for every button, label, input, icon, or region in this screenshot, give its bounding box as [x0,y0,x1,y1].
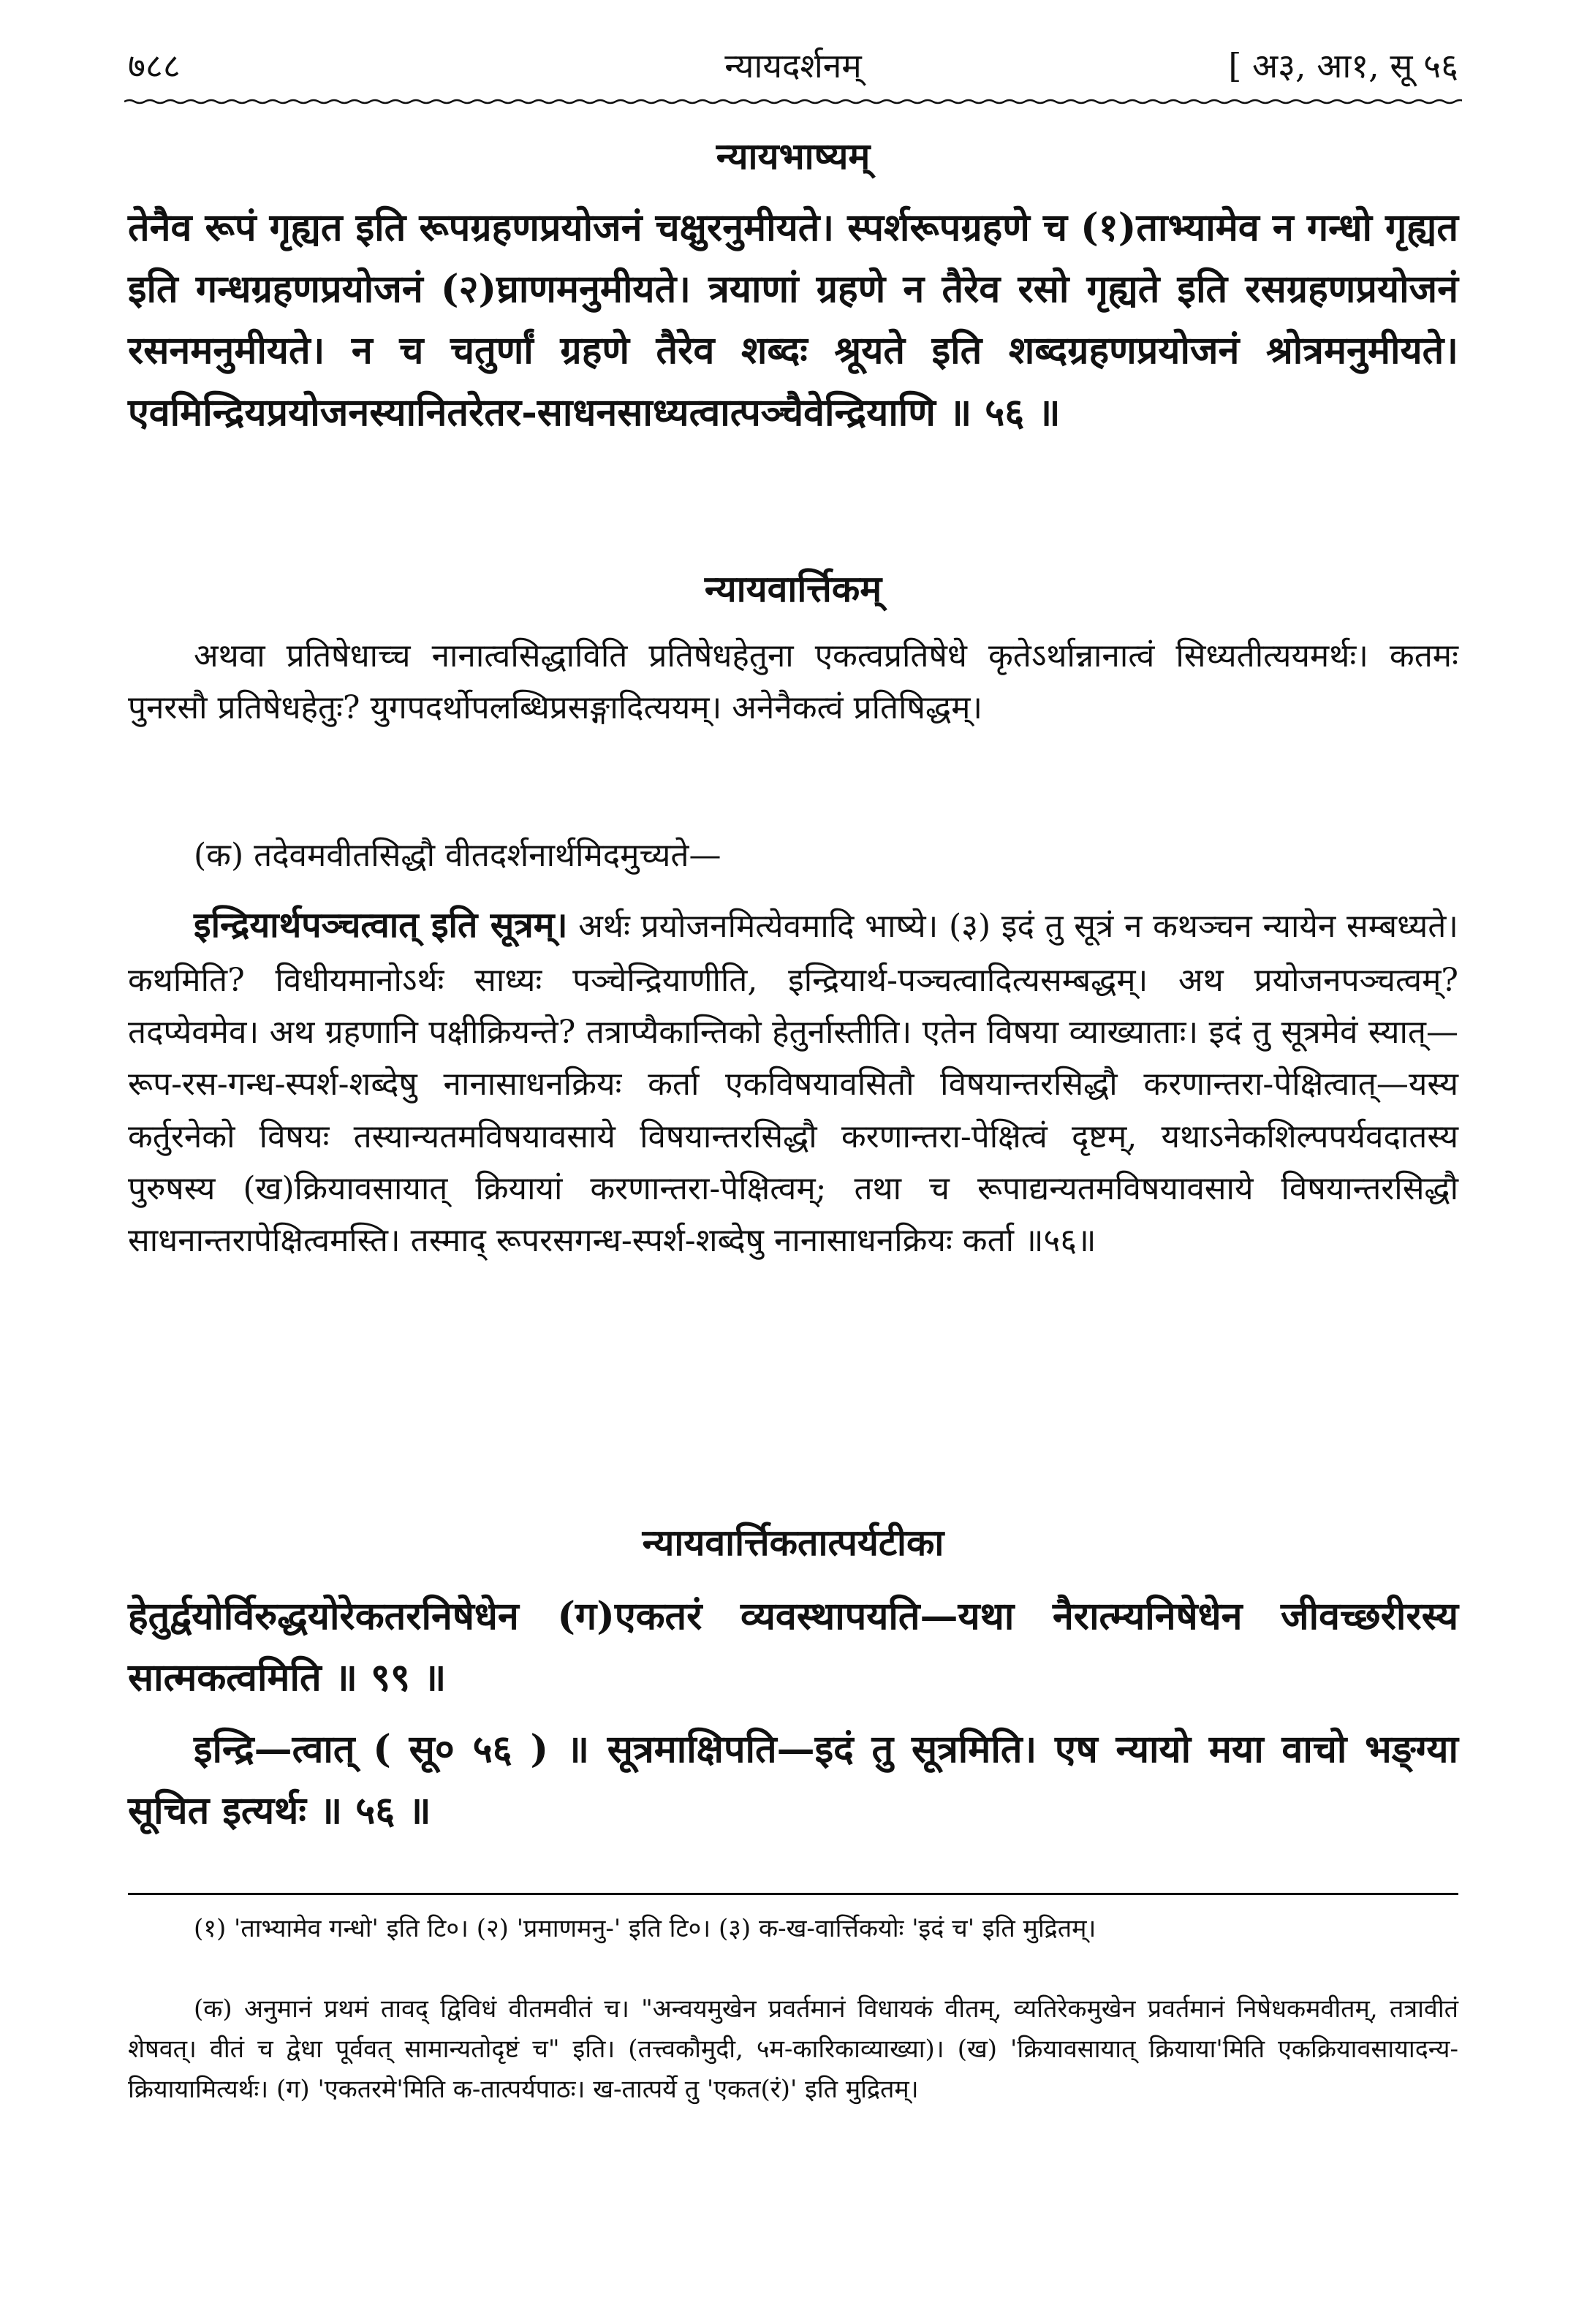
vartika-paragraph-3-body: अर्थः प्रयोजनमित्येवमादि भाष्ये। (३) इदं तु सूत्रं न कथञ्चन न्यायेन सम्बध्यते। कथमिति? विधीयमानोऽर्थः साध्यः पञ्चेन्द्रियाणीति, इन्द्रियार्थ-पञ्चत्वादित्यसम्बद्धम्। अथ प्रयोजनपञ्चत्वम्? तदप्येवमेव। अथ ग्रहणानि पक्षीक्रियन्ते? तत्राप्यैकान्तिको हेतुर्नास्तीति। एतेन विषया व्याख्याताः। इदं तु सूत्रमेवं स्यात्—रूप-रस-गन्ध-स्पर्श-शब्देषु नानासाधनक्रियः कर्ता एकविषयावसितौ विषयान्तरसिद्धौ करणान्तरा-पेक्षित्वात्—यस्य कर्तुरनेको विषयः तस्यान्यतमविषयावसाये विषयान्तरसिद्धौ करणान्तरा-पेक्षित्वं दृष्टम्, यथाऽनेकशिल्पपर्यवदातस्य पुरुषस्य (ख)क्रियावसायात् क्रियायां करणान्तरा-पेक्षित्वम्; तथा च रूपाद्यन्यतमविषयावसाये विषयान्तरसिद्धौ साधनान्तरापेक्षित्वमस्ति। तस्माद् रूपरसगन्ध-स्पर्श-शब्देषु नानासाधनक्रियः कर्ता ॥५६॥ [128,908,1458,1260]
tatparya-paragraph-1: हेतुर्द्वयोर्विरुद्धयोरेकतरनिषेधेन (ग)एकतरं व्यवस्थापयति—यथा नैरात्म्यनिषेधेन जीवच्छरीरस्य सात्मकत्वमिति ॥ ९९ ॥ [128,1594,1458,1701]
tatparya-title: न्यायवार्त्तिकतात्पर्यटीका [642,1521,944,1564]
running-title: न्यायदर्शनम् [724,46,862,86]
footnote-1: (१) 'ताभ्यामेव गन्धो' इति टि०। (२) 'प्रमाणमनु-' इति टि०। (३) क-ख-वार्त्तिकयोः 'इदं च' इति मुद्रितम्। [194,1914,1096,1943]
vartika-title: न्यायवार्त्तिकम् [704,567,882,610]
bhashya-text: तेनैव रूपं गृह्यत इति रूपग्रहणप्रयोजनं चक्षुरनुमीयते। स्पर्शरूपग्रहणे च (१)ताभ्यामेव न गन्धो गृह्यत इति गन्धग्रहणप्रयोजनं (२)घ्राणमनुमीयते। त्रयाणां ग्रहणे न तैरेव रसो गृह्यते इति रसग्रहणप्रयोजनं रसनमनुमीयते। न च चतुर्णां ग्रहणे तैरेव शब्दः श्रूयते इति शब्दग्रहणप्रयोजनं श्रोत्रमनुमीयते। एवमिन्द्रियप्रयोजनस्यानितरेतर-साधनसाध्यत्वात्पञ्चैवेन्द्रियाणि ॥ ५६ ॥ [128,205,1458,435]
footnote-2: (क) अनुमानं प्रथमं तावद् द्विविधं वीतमवीतं च। "अन्वयमुखेन प्रवर्तमानं विधायकं वीतम्, व्यतिरेकमुखेन प्रवर्तमानं निषेधकमवीतम्, तत्रावीतं शेषवत्। वीतं च द्वेधा पूर्ववत् सामान्यतोदृष्टं च" इति। (तत्त्वकौमुदी, ५म-कारिकाव्याख्या)। (ख) 'क्रियावसायात् क्रियाया'मिति एकक्रियावसायादन्य-क्रियायामित्यर्थः। (ग) 'एकतरमे'मिति क-तात्पर्यपाठः। ख-तात्पर्ये तु 'एकत(रं)' इति मुद्रितम्। [128,1994,1458,2105]
bhashya-title: न्यायभाष्यम् [716,134,871,178]
vartika-paragraph-2: (क) तदेवमवीतसिद्धौ वीतदर्शनार्थमिदमुच्यते— [194,837,721,874]
page-number: ७८८ [128,46,181,86]
sutra-lead: इन्द्रियार्थपञ्चत्वात् इति सूत्रम्। [194,905,568,946]
tatparya-paragraph-2-body: सूत्रमाक्षिपति—इदं तु सूत्रमिति। एष न्यायो मया वाचो भङ्ग्या सूचित इत्यर्थः ॥ ५६ ॥ [128,1727,1459,1834]
header-wavy-rule [124,96,1462,107]
tatparya-sutra-lead: इन्द्रि—त्वात् ( सू० ५६ ) ॥ [194,1727,590,1772]
vartika-paragraph-1: अथवा प्रतिषेधाच्च नानात्वसिद्धाविति प्रतिषेधहेतुना एकत्वप्रतिषेधे कृतेऽर्थान्नानात्वं सिध्यतीत्ययमर्थः। कतमः पुनरसौ प्रतिषेधहेतुः? युगपदर्थोपलब्धिप्रसङ्गादित्ययम्। अनेनैकत्वं प्रतिषिद्धम्। [128,637,1458,727]
vartika-paragraph-3 [128,897,1458,1267]
section-reference: [ अ३, आ१, सू ५६ [1228,46,1458,86]
page-header [128,35,1458,94]
footnote-divider [128,1893,1458,1895]
tatparya-paragraph-2 [128,1719,1458,1842]
